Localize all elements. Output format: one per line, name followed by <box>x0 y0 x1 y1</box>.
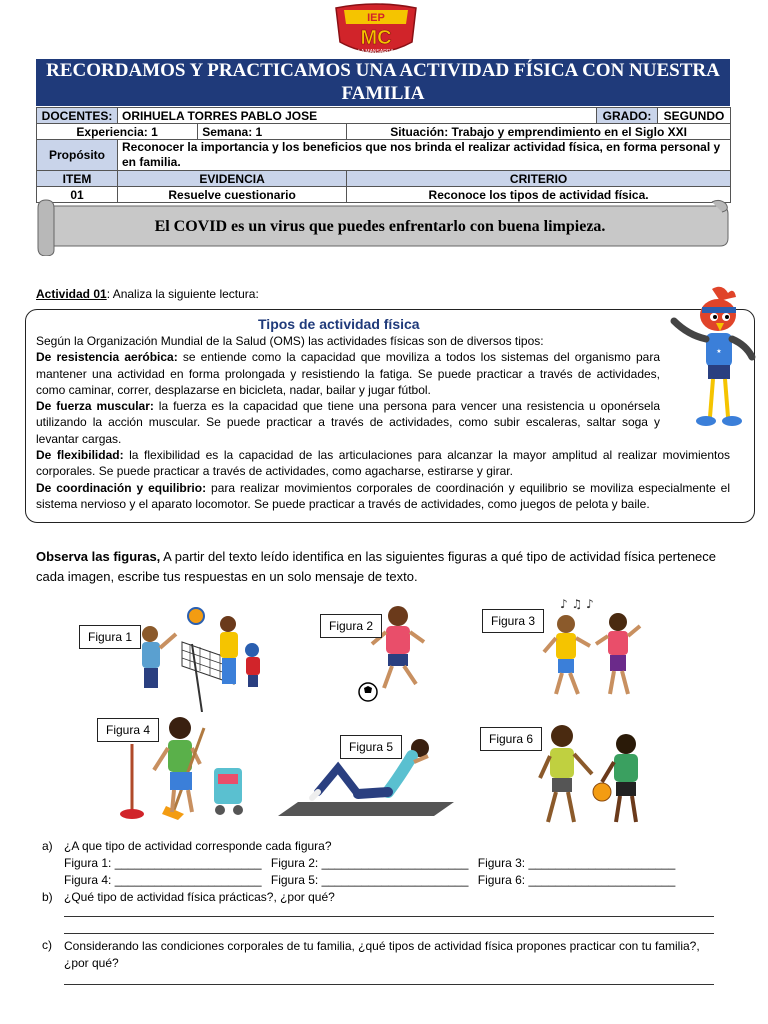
covid-message: El COVID es un virus que puedes enfrentarlo con buena limpieza. <box>154 218 606 235</box>
rooster-mascot-illustration <box>664 285 758 435</box>
answers-row-1 <box>64 856 724 870</box>
answer-b-line-1[interactable] <box>64 916 714 917</box>
answers-row-2 <box>64 873 724 887</box>
svg-text:♪ ♫ ♪: ♪ ♫ ♪ <box>560 597 594 611</box>
header-evidencia: EVIDENCIA <box>118 171 347 187</box>
observe-instruction: Observa las figuras, A partir del texto leído identifica en las siguientes figuras a qué tipo de actividad física pertenece cada imagen, escribe tus respuestas en un solo mensaje de texto. <box>36 549 717 584</box>
dancing-couple-illustration <box>540 596 646 700</box>
experiencia-cell: Experiencia: 1 <box>37 124 198 140</box>
question-a-text: ¿A que tipo de actividad corresponde cada figura? <box>64 839 332 853</box>
figure-4-label: Figura 4 <box>97 718 159 742</box>
proposito-label: Propósito <box>37 140 118 171</box>
reading-title: Tipos de actividad física <box>258 316 420 332</box>
question-b-letter: b) <box>42 890 53 904</box>
situacion-cell: Situación: Trabajo y emprendimiento en el Siglo XXI <box>347 124 731 140</box>
question-c-letter: c) <box>42 938 52 952</box>
figure-5-label: Figura 5 <box>340 735 402 759</box>
grado-value: SEGUNDO <box>658 108 731 124</box>
row-evidencia: Resuelve cuestionario <box>118 187 347 203</box>
proposito-value: Reconocer la importancia y los beneficios que nos brinda el realizar actividad física, en forma personal y en familia. <box>118 140 731 171</box>
reading-item-coordinacion: De coordinación y equilibrio: para realizar movimientos corporales de coordinación y equilibrio se moviliza especialmente el sistema nervioso y el aparato locomotor. Se puede practicar a través de actividades, como juegos de pelota y baile. <box>36 480 730 511</box>
basketball-boys-illustration <box>536 722 646 826</box>
activity-line: Actividad 01: Analiza la siguiente lectura: <box>36 287 259 301</box>
reading-body <box>36 333 730 512</box>
logo-bottom-text: LA MANSARDA <box>358 49 394 55</box>
question-a-letter: a) <box>42 839 53 853</box>
figure-2-label: Figura 2 <box>320 614 382 638</box>
answer-c-line-1[interactable] <box>64 984 714 985</box>
header-criterio: CRITERIO <box>347 171 731 187</box>
figure-3-label: Figura 3 <box>482 609 544 633</box>
answer-b-line-2[interactable] <box>64 933 714 934</box>
semana-cell: Semana: 1 <box>198 124 347 140</box>
docentes-label: DOCENTES: <box>37 108 118 124</box>
answer-figura-1[interactable]: Figura 1: ______________________ <box>64 856 262 870</box>
header-item: ITEM <box>37 171 118 187</box>
volleyball-family-illustration <box>130 604 270 712</box>
answer-figura-2[interactable]: Figura 2: ______________________ <box>270 856 469 870</box>
answer-figura-5[interactable]: Figura 5: ______________________ <box>270 873 469 887</box>
question-c-text: Considerando las condiciones corporales de tu familia, ¿qué tipos de actividad física propones practicar con tu familia?, ¿por qué? <box>64 939 700 970</box>
figure-6-label: Figura 6 <box>480 727 542 751</box>
svg-text:★: ★ <box>716 349 722 355</box>
reading-item-fuerza: De fuerza muscular: la fuerza es la capacidad que tiene una persona para vencer una resistencia u oponérsela utilizando la acción muscular. Se puede practicar a través de actividades, como subir escaleras, saltar soga y levantar cargas. <box>36 399 661 446</box>
answer-figura-4[interactable]: Figura 4: ______________________ <box>64 873 262 887</box>
answer-figura-6[interactable]: Figura 6: ______________________ <box>477 873 676 887</box>
figure-1-label: Figura 1 <box>79 625 141 649</box>
school-logo <box>330 2 422 58</box>
row-item: 01 <box>37 187 118 203</box>
answer-figura-3[interactable]: Figura 3: ______________________ <box>477 856 676 870</box>
grado-label: GRADO: <box>597 108 658 124</box>
page-title: RECORDAMOS Y PRACTICAMOS UNA ACTIVIDAD FÍSICA CON NUESTRA FAMILIA <box>36 59 730 106</box>
reading-item-flexibilidad: De flexibilidad: la flexibilidad es la capacidad de las articulaciones para alcanzar la mayor amplitud al realizar movimientos corporales. Se puede practicar a través de actividades, como agacharse, estirarse y girar. <box>36 448 730 479</box>
docentes-value: ORIHUELA TORRES PABLO JOSE <box>118 108 597 124</box>
row-criterio: Reconoce los tipos de actividad física. <box>347 187 731 203</box>
reading-intro: Según la Organización Mundial de la Salud (OMS) las actividades físicas son de diversos tipos: <box>36 334 544 348</box>
activity-label: Actividad 01 <box>36 287 107 301</box>
info-table <box>36 107 731 203</box>
logo-letters: MC <box>360 27 392 49</box>
logo-top-text: IEP <box>367 12 385 24</box>
reading-item-aerobica: De resistencia aeróbica: se entiende como la capacidad que moviliza a todos los sistemas del organismo para mantener una actividad en forma prolongada y resistiendo la fatiga. Se puede practicar a través de actividades, como caminar, correr, desplazarse en bicicleta, nadar, bailar y jugar fútbol. <box>36 350 660 397</box>
question-b-text: ¿Qué tipo de actividad física prácticas?, ¿por qué? <box>64 890 335 904</box>
